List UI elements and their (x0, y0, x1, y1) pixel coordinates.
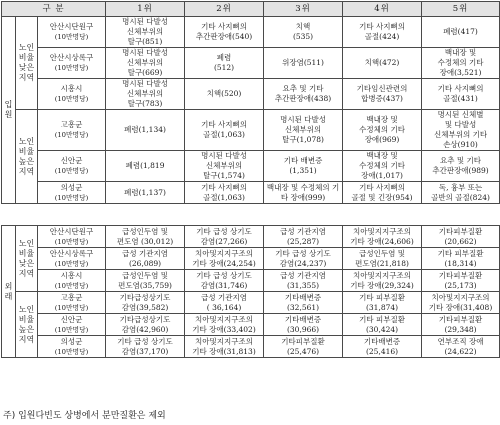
rank-5-cell: 치아및지지구조의 기타 장애(31,408) (422, 292, 500, 314)
region-unit: (10만명당) (54, 303, 89, 312)
rank-3-cell: 위장염(511) (264, 48, 343, 79)
region-cell (38, 110, 106, 151)
region-unit: (10만명당) (54, 347, 89, 356)
region-unit: (10만명당) (54, 95, 89, 103)
rank-4-cell: 백내장 및 수정체의 기타 장애(1,017) (343, 151, 422, 182)
footnote: 주) 입원다빈도 상병에서 분만질환은 제외 (3, 411, 166, 421)
rank-1-cell: 명시된 다발성 신체부위의 탈구(851) (106, 17, 185, 48)
region-cell (38, 336, 106, 358)
rank-1-cell: 기타급성상기도 감염(39,582) (106, 292, 185, 314)
rank-5-cell: 명시된 신체별 및 다발성 신체부위의 기타 손상(910) (422, 110, 500, 151)
rank-2-cell: 기타 사지뼈의 추간판장애(540) (185, 17, 264, 48)
region-cell (38, 226, 106, 248)
region-unit: (10만명당) (54, 64, 89, 72)
rank-4-cell: 기타배변증 (25,416) (343, 336, 422, 358)
header-rank-1: 1위 (106, 2, 185, 17)
group-label: 외 래 (2, 226, 16, 358)
region-unit: (10만명당) (54, 167, 89, 175)
table-row (2, 226, 500, 248)
subgroup-label: 노인 비율 낮은 지역 (16, 17, 38, 110)
rank-2-cell: 치핵(520) (185, 79, 264, 110)
rank-3-cell: 요추 및 기타 추간판장애(438) (264, 79, 343, 110)
region-cell (38, 314, 106, 336)
rank-4-cell: 기타 피부질환 (30,424) (343, 314, 422, 336)
rank-3-cell: 치핵 (535) (264, 17, 343, 48)
region-name: 의성군 (60, 182, 83, 192)
rank-3-cell: 백내장 및 수정체의 기타 장애(999) (264, 182, 343, 204)
rank-1-cell: 급성 기관지염 (26,089) (106, 248, 185, 270)
region-name: 안산시상록구 (49, 53, 94, 62)
rank-3-cell: 기타피부질환 (25,476) (264, 336, 343, 358)
rank-3-cell: 급성 기관지염 (25,287) (264, 226, 343, 248)
rank-2-cell: 기타 급성 상기도 감염(31,746) (185, 270, 264, 292)
rank-1-cell: 기타급성상기도 감염(42,960) (106, 314, 185, 336)
table-row (2, 292, 500, 314)
region-cell (38, 48, 106, 79)
region-cell (38, 79, 106, 110)
rank-2-cell: 치아및지지구조의 기타 장애(31,813) (185, 336, 264, 358)
region-unit: (10만명당) (54, 259, 89, 268)
hospital-ranking-table (1, 1, 500, 358)
rank-2-cell: 기타 사지뼈의 골절(1,063) (185, 110, 264, 151)
rank-5-cell: 폐렴(417) (422, 17, 500, 48)
rank-4-cell: 치아및지지구조의 기타 장애(24,606) (343, 226, 422, 248)
rank-3-cell: 기타 급성 상기도 감염(24,237) (264, 248, 343, 270)
rank-1-cell: 급성인두염 및 편도염(35,759) (106, 270, 185, 292)
table-row (2, 110, 500, 151)
region-cell (38, 248, 106, 270)
region-cell (38, 270, 106, 292)
rank-1-cell: 명시된 다발성 신체부위의 탈구(669) (106, 48, 185, 79)
region-name: 고흥군 (60, 120, 83, 129)
region-name: 의성군 (60, 336, 83, 346)
rank-4-cell: 백내장 및 수정체의 기타 장애(969) (343, 110, 422, 151)
rank-5-cell: 연부조직 장애 (24,622) (422, 336, 500, 358)
header-rank-5: 5위 (422, 2, 500, 17)
region-name: 고흥군 (60, 292, 83, 302)
rank-4-cell: 기타 사지뼈의 골절(424) (343, 17, 422, 48)
rank-2-cell: 기타 급성 상기도 감염(27,266) (185, 226, 264, 248)
rank-4-cell: 치핵(472) (343, 48, 422, 79)
rank-1-cell: 기타 급성 상기도 감염(37,170) (106, 336, 185, 358)
separator-cell (2, 204, 500, 226)
rank-1-cell: 명시된 다발성 신체부위의 탈구(783) (106, 79, 185, 110)
rank-1-cell: 폐렴(1,819 (106, 151, 185, 182)
region-name: 안산시단원구 (49, 22, 94, 31)
region-name: 시흥시 (60, 84, 83, 93)
subgroup-label: 노인 비율 높은 지역 (16, 110, 38, 204)
rank-2-cell: 폐렴 (512) (185, 48, 264, 79)
region-cell (38, 292, 106, 314)
header-rank-4: 4위 (343, 2, 422, 17)
rank-2-cell: 치아및지지구조의 기타 장애(24,254) (185, 248, 264, 270)
group-separator (2, 204, 500, 226)
region-name: 신안군 (60, 314, 83, 324)
table-row (2, 48, 500, 79)
rank-3-cell: 기타배변증 (32,561) (264, 292, 343, 314)
rank-4-cell: 급성인두염 및 편도염(21,818) (343, 248, 422, 270)
rank-3-cell: 기타배변증 (30,966) (264, 314, 343, 336)
subgroup-label: 노인 비율 낮은 지역 (16, 226, 38, 292)
table-row (2, 17, 500, 48)
rank-2-cell: 기타 사지뼈의 골절(1,063) (185, 182, 264, 204)
rank-1-cell: 폐렴(1,137) (106, 182, 185, 204)
rank-2-cell: 급성 기관지염 ( 36,164) (185, 292, 264, 314)
rank-5-cell: 기타 사지뼈의 골절(431) (422, 79, 500, 110)
rank-3-cell: 기타 배변증 (1,351) (264, 151, 343, 182)
header-rank-2: 2위 (185, 2, 264, 17)
rank-2-cell: 명시된 다발성 신체부위의 탈구(1,574) (185, 151, 264, 182)
rank-5-cell: 기타피부질환 (25,173) (422, 270, 500, 292)
region-cell (38, 182, 106, 204)
region-cell (38, 17, 106, 48)
rank-4-cell: 기타임신관련의 합병증(437) (343, 79, 422, 110)
rank-4-cell: 기타 사지뼈의 골절 및 긴장(954) (343, 182, 422, 204)
region-unit: (10만명당) (54, 131, 89, 139)
rank-3-cell: 급성 기관지염 (31,355) (264, 270, 343, 292)
region-unit: (10만명당) (54, 325, 89, 334)
rank-5-cell: 기타 피부질환 (18,314) (422, 248, 500, 270)
rank-5-cell: 독, 흉부 또는 골반의 골절(824) (422, 182, 500, 204)
header-row (2, 2, 500, 17)
rank-1-cell: 폐렴(1,134) (106, 110, 185, 151)
region-name: 신안군 (60, 156, 83, 165)
table-row (2, 182, 500, 204)
region-unit: (10만명당) (54, 193, 89, 202)
header-category: 구 분 (2, 2, 106, 17)
table-row (2, 270, 500, 292)
table-row (2, 336, 500, 358)
rank-4-cell: 치아및지지구조의 기타 장애(29,324) (343, 270, 422, 292)
rank-5-cell: 요추 및 기타 추간판장애(989) (422, 151, 500, 182)
rank-5-cell: 백내장 및 수정체의 기타 장애(3,521) (422, 48, 500, 79)
region-unit: (10만명당) (54, 33, 89, 41)
table-row (2, 248, 500, 270)
region-name: 시흥시 (60, 270, 83, 280)
table-row (2, 314, 500, 336)
rank-4-cell: 기타 피부질환 (31,874) (343, 292, 422, 314)
subgroup-label: 노인 비율 높은 지역 (16, 292, 38, 358)
region-name: 안산시상록구 (49, 248, 94, 258)
group-label: 입 원 (2, 17, 16, 204)
region-unit: (10만명당) (54, 237, 89, 246)
table-row (2, 79, 500, 110)
rank-3-cell: 명시된 다발성 신체부위의 탈구(1,078) (264, 110, 343, 151)
region-name: 안산시단원구 (49, 226, 94, 236)
table-row (2, 151, 500, 182)
header-rank-3: 3위 (264, 2, 343, 17)
region-unit: (10만명당) (54, 281, 89, 290)
rank-5-cell: 기타피부질환 (20,662) (422, 226, 500, 248)
rank-2-cell: 치아및지지구조의 기타 장애(33,402) (185, 314, 264, 336)
rank-1-cell: 급성인두염 및 편도염 (30,012) (106, 226, 185, 248)
rank-5-cell: 기타피부질환 (29,348) (422, 314, 500, 336)
region-cell (38, 151, 106, 182)
